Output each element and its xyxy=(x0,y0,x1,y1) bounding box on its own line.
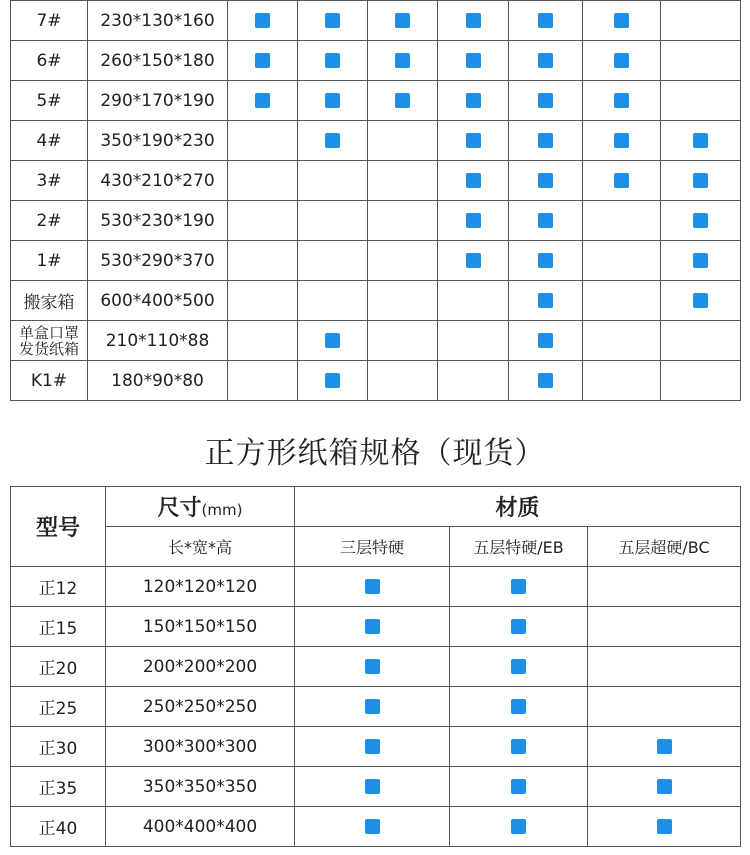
available-mark-icon xyxy=(657,819,672,834)
table-row xyxy=(11,767,741,807)
available-mark-icon xyxy=(538,373,553,388)
model-cell: 正40 xyxy=(11,807,106,847)
availability-cell xyxy=(661,161,741,201)
header-material-3: 五层超硬/BC xyxy=(588,527,741,567)
availability-cell xyxy=(228,241,298,281)
table-row xyxy=(11,807,741,847)
availability-cell xyxy=(438,41,509,81)
size-cell: 260*150*180 xyxy=(88,41,228,81)
availability-cell xyxy=(509,321,583,361)
table-row xyxy=(11,361,741,401)
availability-cell xyxy=(228,81,298,121)
availability-cell xyxy=(298,121,368,161)
model-cell: K1# xyxy=(11,361,88,401)
availability-cell xyxy=(583,121,661,161)
available-mark-icon xyxy=(538,293,553,308)
availability-cell xyxy=(661,121,741,161)
availability-cell xyxy=(588,767,741,807)
available-mark-icon xyxy=(614,53,629,68)
availability-cell xyxy=(298,161,368,201)
availability-cell xyxy=(298,81,368,121)
availability-cell xyxy=(438,281,509,321)
availability-cell xyxy=(298,41,368,81)
availability-cell xyxy=(298,1,368,41)
availability-cell xyxy=(583,321,661,361)
header-material-1: 三层特硬 xyxy=(295,527,450,567)
availability-cell xyxy=(295,727,450,767)
size-cell: 250*250*250 xyxy=(106,687,295,727)
availability-cell xyxy=(450,687,588,727)
availability-cell xyxy=(588,727,741,767)
available-mark-icon xyxy=(538,213,553,228)
availability-cell xyxy=(661,361,741,401)
available-mark-icon xyxy=(325,133,340,148)
available-mark-icon xyxy=(511,619,526,634)
availability-cell xyxy=(509,161,583,201)
availability-cell xyxy=(438,81,509,121)
available-mark-icon xyxy=(395,13,410,28)
available-mark-icon xyxy=(538,53,553,68)
availability-cell xyxy=(438,241,509,281)
table-row xyxy=(11,81,741,121)
model-cell: 7# xyxy=(11,1,88,41)
model-cell: 正20 xyxy=(11,647,106,687)
size-cell: 300*300*300 xyxy=(106,727,295,767)
availability-cell xyxy=(228,281,298,321)
size-cell: 210*110*88 xyxy=(88,321,228,361)
table-row xyxy=(11,201,741,241)
size-cell: 230*130*160 xyxy=(88,1,228,41)
available-mark-icon xyxy=(511,699,526,714)
available-mark-icon xyxy=(365,619,380,634)
model-cell: 正25 xyxy=(11,687,106,727)
available-mark-icon xyxy=(365,819,380,834)
model-cell: 5# xyxy=(11,81,88,121)
available-mark-icon xyxy=(325,53,340,68)
box-spec-table xyxy=(10,0,741,401)
availability-cell xyxy=(298,281,368,321)
availability-cell xyxy=(509,1,583,41)
availability-cell xyxy=(228,321,298,361)
size-cell: 430*210*270 xyxy=(88,161,228,201)
availability-cell xyxy=(228,201,298,241)
availability-cell xyxy=(298,201,368,241)
available-mark-icon xyxy=(395,93,410,108)
available-mark-icon xyxy=(538,93,553,108)
available-mark-icon xyxy=(466,213,481,228)
model-cell: 3# xyxy=(11,161,88,201)
available-mark-icon xyxy=(466,13,481,28)
availability-cell xyxy=(228,161,298,201)
available-mark-icon xyxy=(255,93,270,108)
available-mark-icon xyxy=(365,659,380,674)
available-mark-icon xyxy=(255,13,270,28)
available-mark-icon xyxy=(466,173,481,188)
model-cell xyxy=(11,321,88,361)
available-mark-icon xyxy=(657,739,672,754)
model-cell: 2# xyxy=(11,201,88,241)
size-cell: 600*400*500 xyxy=(88,281,228,321)
table-row xyxy=(11,567,741,607)
model-cell: 搬家箱 xyxy=(11,281,88,321)
availability-cell xyxy=(509,81,583,121)
availability-cell xyxy=(298,321,368,361)
available-mark-icon xyxy=(693,253,708,268)
availability-cell xyxy=(661,41,741,81)
availability-cell xyxy=(438,321,509,361)
available-mark-icon xyxy=(365,579,380,594)
availability-cell xyxy=(295,807,450,847)
size-cell: 350*350*350 xyxy=(106,767,295,807)
size-cell: 180*90*80 xyxy=(88,361,228,401)
availability-cell xyxy=(438,1,509,41)
availability-cell xyxy=(450,807,588,847)
availability-cell xyxy=(438,361,509,401)
availability-cell xyxy=(588,607,741,647)
table-row xyxy=(11,1,741,41)
available-mark-icon xyxy=(693,173,708,188)
availability-cell xyxy=(228,1,298,41)
model-cell: 正12 xyxy=(11,567,106,607)
availability-cell xyxy=(368,281,438,321)
header-dims: 长*宽*高 xyxy=(106,527,295,567)
model-cell: 正15 xyxy=(11,607,106,647)
size-cell: 150*150*150 xyxy=(106,607,295,647)
header-material: 材质 xyxy=(295,487,741,527)
availability-cell xyxy=(509,201,583,241)
availability-cell xyxy=(509,121,583,161)
available-mark-icon xyxy=(325,13,340,28)
availability-cell xyxy=(228,361,298,401)
availability-cell xyxy=(583,241,661,281)
availability-cell xyxy=(450,647,588,687)
availability-cell xyxy=(295,767,450,807)
available-mark-icon xyxy=(538,133,553,148)
availability-cell xyxy=(438,161,509,201)
available-mark-icon xyxy=(693,213,708,228)
availability-cell xyxy=(583,1,661,41)
availability-cell xyxy=(450,767,588,807)
available-mark-icon xyxy=(614,93,629,108)
available-mark-icon xyxy=(325,93,340,108)
model-line: 发货纸箱 xyxy=(18,339,79,358)
availability-cell xyxy=(661,241,741,281)
available-mark-icon xyxy=(511,739,526,754)
availability-cell xyxy=(295,567,450,607)
availability-cell xyxy=(368,241,438,281)
availability-cell xyxy=(228,121,298,161)
square-box-spec-table xyxy=(10,486,741,847)
size-cell: 200*200*200 xyxy=(106,647,295,687)
availability-cell xyxy=(509,361,583,401)
availability-cell xyxy=(583,361,661,401)
available-mark-icon xyxy=(325,333,340,348)
availability-cell xyxy=(661,81,741,121)
size-cell: 120*120*120 xyxy=(106,567,295,607)
availability-cell xyxy=(450,607,588,647)
table-row xyxy=(11,281,741,321)
model-cell: 4# xyxy=(11,121,88,161)
available-mark-icon xyxy=(538,333,553,348)
availability-cell xyxy=(583,41,661,81)
availability-cell xyxy=(661,321,741,361)
table-row xyxy=(11,321,741,361)
model-cell: 1# xyxy=(11,241,88,281)
availability-cell xyxy=(368,121,438,161)
availability-cell xyxy=(298,241,368,281)
available-mark-icon xyxy=(466,253,481,268)
availability-cell xyxy=(298,361,368,401)
table-row xyxy=(11,121,741,161)
availability-cell xyxy=(295,687,450,727)
header-model: 型号 xyxy=(11,487,106,567)
available-mark-icon xyxy=(511,779,526,794)
available-mark-icon xyxy=(466,93,481,108)
available-mark-icon xyxy=(538,253,553,268)
availability-cell xyxy=(588,567,741,607)
availability-cell xyxy=(450,567,588,607)
model-cell: 正30 xyxy=(11,727,106,767)
table-row xyxy=(11,161,741,201)
available-mark-icon xyxy=(538,173,553,188)
header-size-unit: (mm) xyxy=(201,501,243,519)
table-row xyxy=(11,647,741,687)
available-mark-icon xyxy=(511,819,526,834)
header-size-label: 尺寸 xyxy=(157,496,202,521)
availability-cell xyxy=(583,201,661,241)
availability-cell xyxy=(295,607,450,647)
available-mark-icon xyxy=(365,699,380,714)
table-row xyxy=(11,687,741,727)
availability-cell xyxy=(509,241,583,281)
size-cell: 350*190*230 xyxy=(88,121,228,161)
availability-cell xyxy=(588,687,741,727)
table-row xyxy=(11,241,741,281)
model-line: 单盒口罩 xyxy=(18,323,79,342)
table-row xyxy=(11,727,741,767)
available-mark-icon xyxy=(614,173,629,188)
availability-cell xyxy=(509,41,583,81)
model-cell: 正35 xyxy=(11,767,106,807)
available-mark-icon xyxy=(657,779,672,794)
available-mark-icon xyxy=(325,373,340,388)
available-mark-icon xyxy=(466,133,481,148)
header-size xyxy=(106,487,295,527)
available-mark-icon xyxy=(466,53,481,68)
size-cell: 530*290*370 xyxy=(88,241,228,281)
availability-cell xyxy=(588,807,741,847)
available-mark-icon xyxy=(511,659,526,674)
availability-cell xyxy=(509,281,583,321)
availability-cell xyxy=(583,81,661,121)
availability-cell xyxy=(438,201,509,241)
availability-cell xyxy=(368,41,438,81)
table-row xyxy=(11,41,741,81)
available-mark-icon xyxy=(365,779,380,794)
available-mark-icon xyxy=(538,13,553,28)
available-mark-icon xyxy=(511,579,526,594)
availability-cell xyxy=(661,281,741,321)
availability-cell xyxy=(583,281,661,321)
availability-cell xyxy=(368,201,438,241)
size-cell: 290*170*190 xyxy=(88,81,228,121)
availability-cell xyxy=(661,1,741,41)
availability-cell xyxy=(368,81,438,121)
availability-cell xyxy=(368,361,438,401)
availability-cell xyxy=(450,727,588,767)
section-title: 正方形纸箱规格（现货） xyxy=(204,436,546,471)
availability-cell xyxy=(368,161,438,201)
availability-cell xyxy=(368,321,438,361)
availability-cell xyxy=(368,1,438,41)
available-mark-icon xyxy=(693,293,708,308)
size-cell: 400*400*400 xyxy=(106,807,295,847)
availability-cell xyxy=(588,647,741,687)
available-mark-icon xyxy=(614,133,629,148)
available-mark-icon xyxy=(693,133,708,148)
availability-cell xyxy=(583,161,661,201)
header-material-2: 五层特硬/EB xyxy=(450,527,588,567)
available-mark-icon xyxy=(614,13,629,28)
available-mark-icon xyxy=(365,739,380,754)
available-mark-icon xyxy=(395,53,410,68)
available-mark-icon xyxy=(255,53,270,68)
availability-cell xyxy=(438,121,509,161)
availability-cell xyxy=(295,647,450,687)
table-row xyxy=(11,607,741,647)
availability-cell xyxy=(228,41,298,81)
size-cell: 530*230*190 xyxy=(88,201,228,241)
availability-cell xyxy=(661,201,741,241)
model-cell: 6# xyxy=(11,41,88,81)
